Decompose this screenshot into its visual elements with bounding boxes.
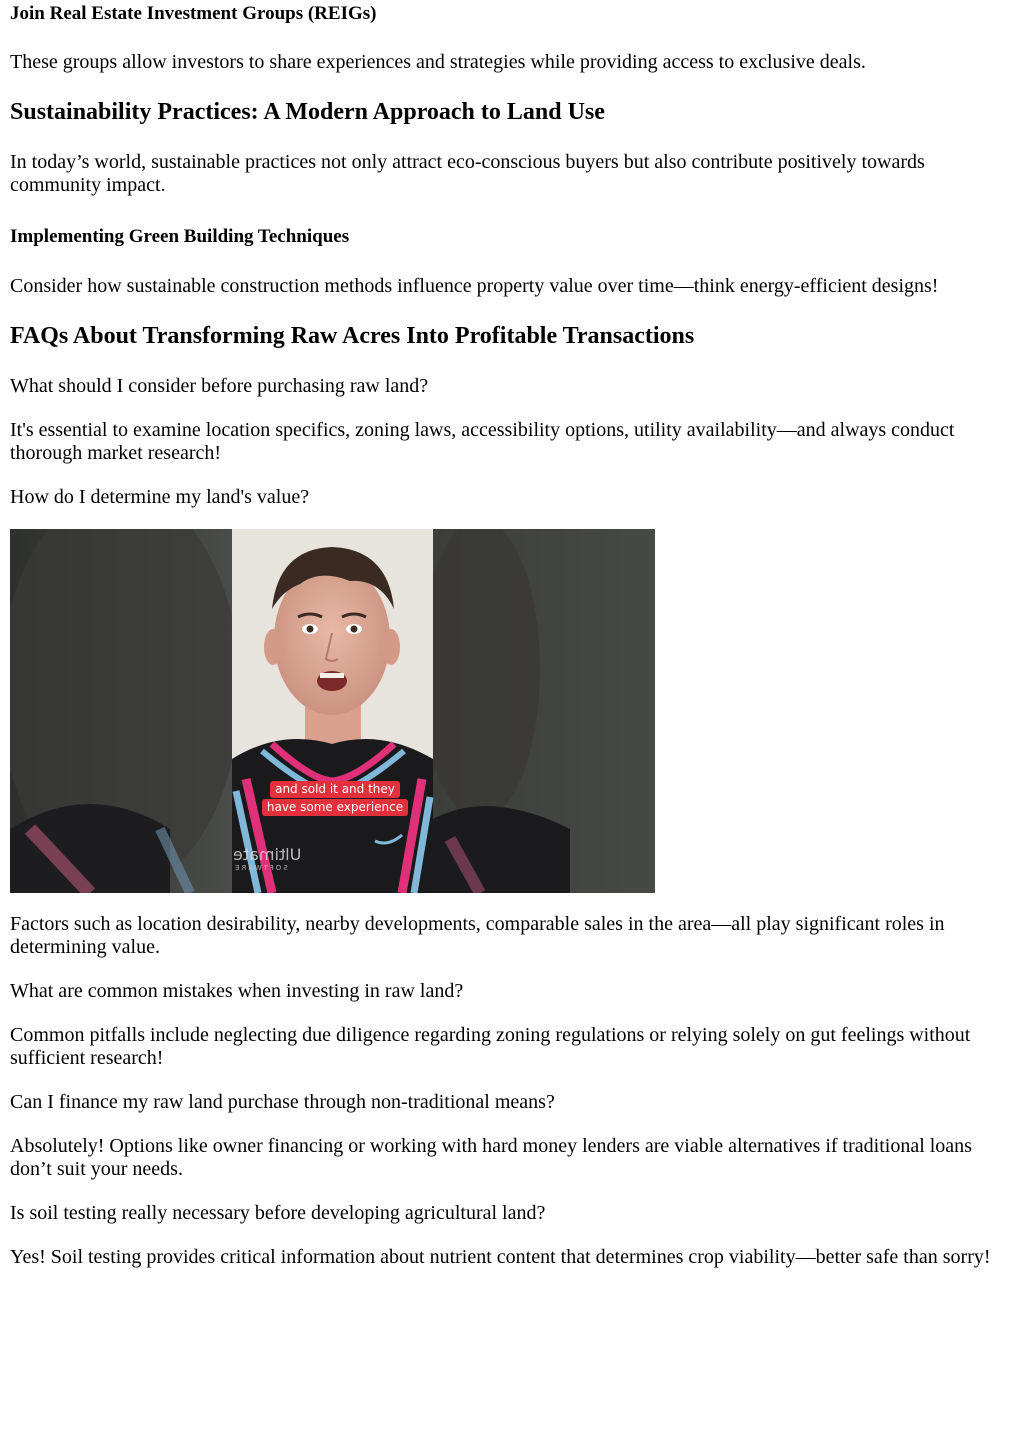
faq-question: What are common mistakes when investing in raw land? — [10, 980, 464, 1002]
brand-logo-subtext: SOFTWARE — [233, 864, 288, 872]
green-building-heading: Implementing Green Building Techniques — [10, 226, 350, 247]
faq-answer: Factors such as location desirability, nearby developments, comparable sales in the area—all play significant roles in determining value. — [10, 913, 945, 958]
reigs-heading: Join Real Estate Investment Groups (REIGs) — [10, 3, 377, 24]
reigs-paragraph: These groups allow investors to share experiences and strategies while providing access to exclusive deals. — [10, 51, 866, 73]
faq-question: What should I consider before purchasing raw land? — [10, 375, 429, 397]
faq-question: Is soil testing really necessary before developing agricultural land? — [10, 1202, 546, 1224]
sustainability-paragraph: In today’s world, sustainable practices not only attract eco-conscious buyers but also contribute positively towards community impact. — [10, 151, 925, 196]
faq-heading: FAQs About Transforming Raw Acres Into Profitable Transactions — [10, 323, 695, 349]
brand-logo-icon: Ultimate — [233, 845, 302, 864]
video-caption-line: have some experience — [262, 799, 408, 816]
faq-answer: Absolutely! Options like owner financing or working with hard money lenders are viable alternatives if traditional loans don’t suit your needs. — [10, 1135, 972, 1180]
faq-answer: Yes! Soil testing provides critical information about nutrient content that determines crop viability—better safe than sorry! — [10, 1246, 991, 1268]
faq-answer: It's essential to examine location specifics, zoning laws, accessibility options, utility availability—and always conduct thorough market research! — [10, 419, 955, 464]
faq-question: How do I determine my land's value? — [10, 486, 310, 508]
faq-question: Can I finance my raw land purchase through non-traditional means? — [10, 1091, 555, 1113]
faq-answer: Common pitfalls include neglecting due diligence regarding zoning regulations or relying solely on gut feelings without sufficient research! — [10, 1024, 971, 1069]
video-thumbnail[interactable] — [10, 529, 655, 893]
video-caption-line: and sold it and they — [270, 781, 400, 798]
video-frame-image — [10, 529, 655, 893]
video-caption — [260, 780, 410, 816]
sustainability-heading: Sustainability Practices: A Modern Approach to Land Use — [10, 99, 605, 125]
green-building-paragraph: Consider how sustainable construction methods influence property value over time—think energy-efficient designs! — [10, 275, 939, 297]
